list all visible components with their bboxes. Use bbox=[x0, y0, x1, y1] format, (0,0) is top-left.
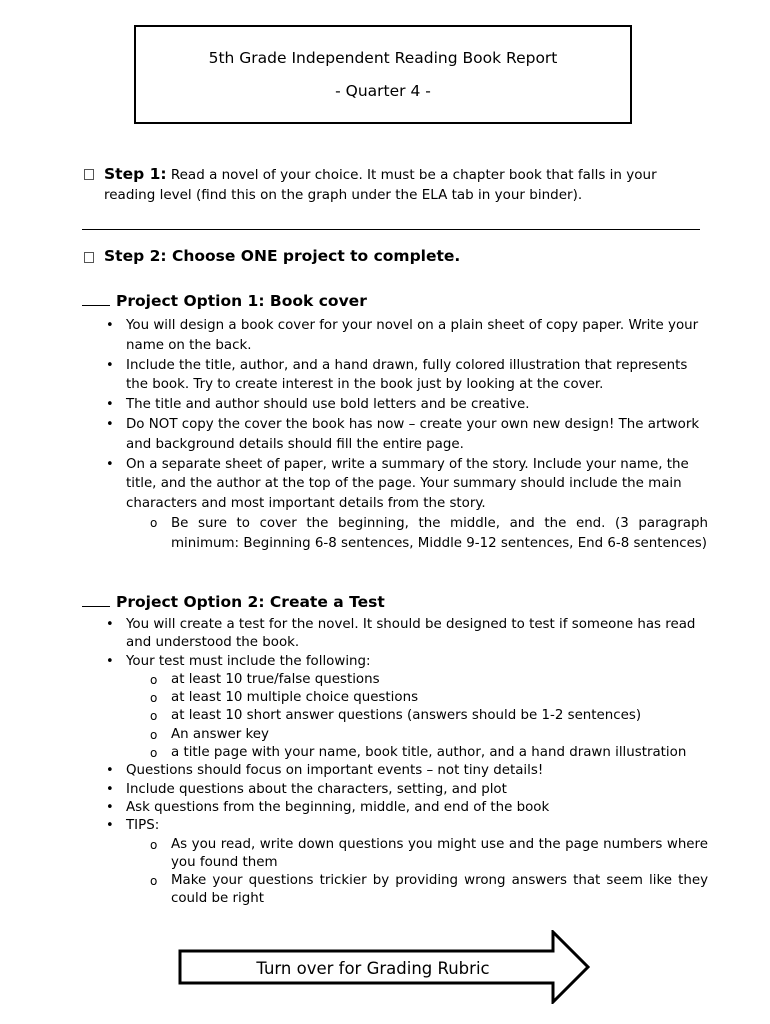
list-item bbox=[82, 455, 708, 554]
step1-checkbox[interactable] bbox=[84, 169, 94, 180]
option1-title: Project Option 1: Book cover bbox=[116, 292, 367, 310]
page-title: 5th Grade Independent Reading Book Report bbox=[208, 49, 558, 67]
step1-text: Read a novel of your choice. It must be a chapter book that falls in your reading level (find this on the graph under the ELA tab in your binder). bbox=[104, 167, 657, 203]
sub-item: o As you read, write down questions you might use and the page numbers where you found them bbox=[126, 836, 708, 873]
option2-list bbox=[82, 616, 708, 909]
sub-item: o at least 10 short answer questions (answers should be 1-2 sentences) bbox=[126, 707, 708, 725]
arrow-shape bbox=[178, 930, 590, 1004]
list-item-text: Your test must include the following: bbox=[126, 653, 371, 669]
sub-item: o An answer key bbox=[126, 726, 708, 744]
step2-checkbox[interactable] bbox=[84, 252, 94, 263]
list-item: • You will design a book cover for your novel on a plain sheet of copy paper. Write your name on the back. bbox=[82, 316, 708, 356]
list-item bbox=[82, 653, 708, 763]
turn-over-arrow bbox=[178, 930, 590, 1004]
sub-item: o at least 10 true/false questions bbox=[126, 671, 708, 689]
step1 bbox=[104, 164, 708, 205]
list-item: • Include questions about the characters, setting, and plot bbox=[82, 781, 708, 799]
option1-heading bbox=[82, 292, 367, 310]
sub-item: o Be sure to cover the beginning, the middle, and the end. (3 paragraph minimum: Beginning 6-8 sentences, Middle 9-12 sentences, End 6-8 sentences) bbox=[126, 514, 708, 554]
option1-blank[interactable] bbox=[82, 293, 110, 306]
quarter-subtitle: - Quarter 4 - bbox=[335, 82, 431, 100]
option1-list bbox=[82, 316, 708, 554]
sub-item: o at least 10 multiple choice questions bbox=[126, 689, 708, 707]
sub-item: o Make your questions trickier by providing wrong answers that seem like they could be right bbox=[126, 872, 708, 909]
list-item: • Questions should focus on important events – not tiny details! bbox=[82, 762, 708, 780]
option2-title: Project Option 2: Create a Test bbox=[116, 593, 385, 611]
list-item: • You will create a test for the novel. It should be designed to test if someone has read and understood the book. bbox=[82, 616, 708, 653]
list-item: • The title and author should use bold letters and be creative. bbox=[82, 395, 708, 415]
divider-line bbox=[82, 229, 700, 230]
list-item-text: On a separate sheet of paper, write a summary of the story. Include your name, the title, and the author at the top of the page. Your summary should include the main characters and most important details from the story. bbox=[126, 456, 689, 512]
step1-label: Step 1: bbox=[104, 165, 167, 183]
list-item: • Include the title, author, and a hand drawn, fully colored illustration that represents the book. Try to create interest in the book just by looking at the cover. bbox=[82, 356, 708, 396]
list-item bbox=[82, 817, 708, 908]
list-item: • Ask questions from the beginning, middle, and end of the book bbox=[82, 799, 708, 817]
option2-blank[interactable] bbox=[82, 594, 110, 607]
sub-item: o a title page with your name, book title, author, and a hand drawn illustration bbox=[126, 744, 708, 762]
arrow-text: Turn over for Grading Rubric bbox=[256, 959, 490, 978]
option2-heading bbox=[82, 593, 385, 611]
list-item-text: TIPS: bbox=[126, 818, 160, 834]
step2-label: Step 2: Choose ONE project to complete. bbox=[104, 247, 461, 265]
title-box bbox=[134, 25, 632, 124]
list-item: • Do NOT copy the cover the book has now – create your own new design! The artwork and background details should fill the entire page. bbox=[82, 415, 708, 455]
